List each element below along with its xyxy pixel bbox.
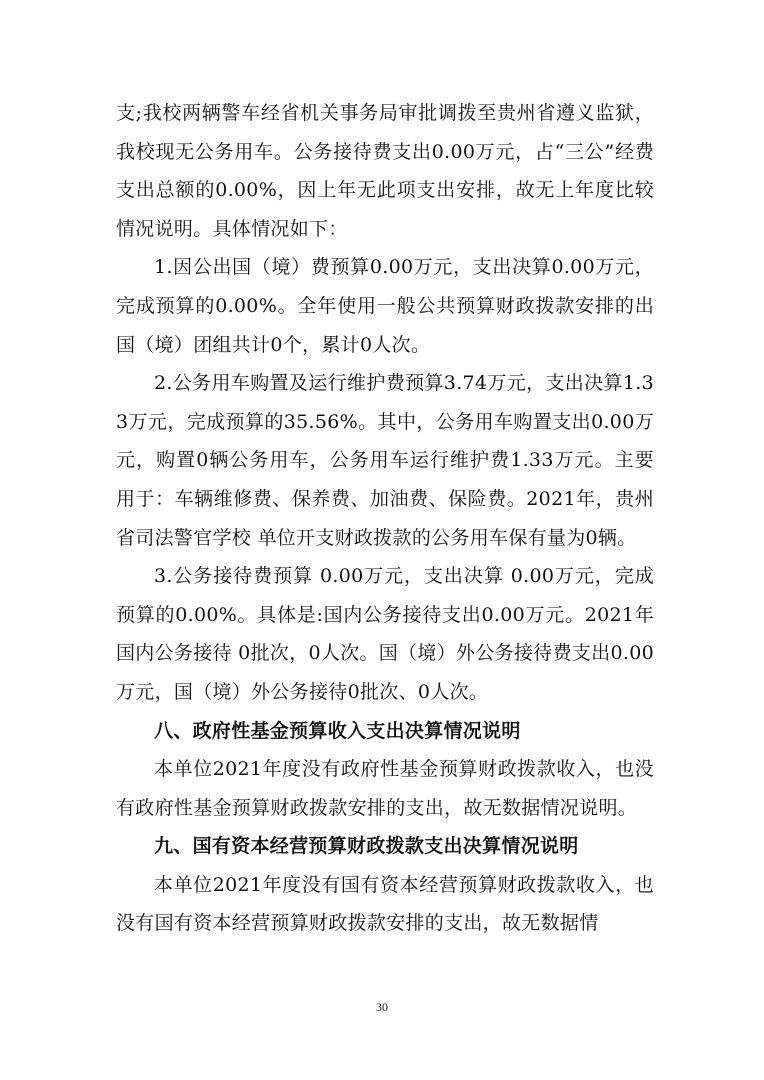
section-heading-government-fund: 八、政府性基金预算收入支出决算情况说明 <box>154 719 521 742</box>
section-heading-state-capital: 九、国有资本经营预算财政拨款支出决算情况说明 <box>154 835 579 858</box>
paragraph-continuation: 支;我校两辆警车经省机关事务局审批调拨至贵州省遵义监狱，我校现无公务用车。公务接待费支出0.00万元，占“三公”经费支出总额的0.00%，因上年无此项支出安排，故无上年度比较情况说明。具体情况如下： <box>116 102 654 240</box>
page-number: 30 <box>376 1000 388 1014</box>
document-body <box>116 94 654 943</box>
paragraph-official-vehicles: 2.公务用车购置及运行维护费预算3.74万元，支出决算1.33万元，完成预算的35.56%。其中，公务用车购置支出0.00万元，购置0辆公务用车，公务用车运行维护费1.33万元。主要用于：车辆维修费、保养费、加油费、保险费。2021年，贵州省司法警官学校 单位开支财政拨款的公务用车保有量为0辆。 <box>116 372 654 549</box>
paragraph-overseas-travel: 1.因公出国（境）费预算0.00万元，支出决算0.00万元，完成预算的0.00%。全年使用一般公共预算财政拨款安排的出国（境）团组共计0个，累计0人次。 <box>116 256 654 356</box>
paragraph-official-reception: 3.公务接待费预算 0.00万元，支出决算 0.00万元，完成预算的0.00%。具体是:国内公务接待支出0.00万元。2021年国内公务接待 0批次，0人次。国（境）外公务接待费支出0.00万元，国（境）外公务接待0批次、0人次。 <box>116 565 654 703</box>
paragraph-government-fund: 本单位2021年度没有政府性基金预算财政拨款收入，也没有政府性基金预算财政拨款安排的支出，故无数据情况说明。 <box>116 758 654 819</box>
paragraph-state-capital: 本单位2021年度没有国有资本经营预算财政拨款收入，也没有国有资本经营预算财政拨款安排的支出，故无数据情 <box>116 873 654 935</box>
